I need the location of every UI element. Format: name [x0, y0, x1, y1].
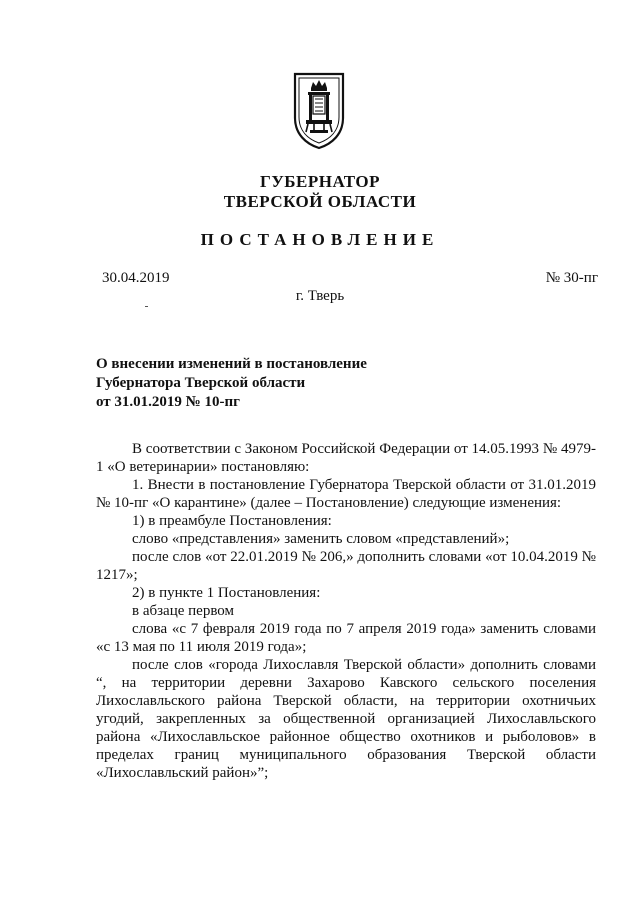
paragraph-item-1: 1. Внести в постановление Губернатора Тверской области от 31.01.2019 № 10-пг «О карантине» (далее – Постановление) следующие изменения: — [96, 477, 596, 511]
document-number: № 30-пг — [545, 270, 598, 286]
paragraph-change: слово «представления» заменить словом «представлений»; — [132, 531, 510, 547]
document-city: г. Тверь — [295, 288, 345, 304]
header-title-line1: ГУБЕРНАТОР — [260, 172, 380, 191]
subject-line: от 31.01.2019 № 10-пг — [96, 394, 240, 410]
document-body — [96, 440, 596, 782]
paragraph-preamble: В соответствии с Законом Российской Федерации от 14.05.1993 № 4979-1 «О ветеринарии» постановляю: — [96, 441, 596, 475]
paragraph-subitem-1: 1) в преамбуле Постановления: — [132, 513, 332, 529]
header-title-line2: ТВЕРСКОЙ ОБЛАСТИ — [223, 192, 417, 211]
paragraph-change: в абзаце первом — [132, 603, 235, 619]
scan-speck — [145, 306, 148, 307]
subject-line: О внесении изменений в постановление — [96, 356, 367, 372]
paragraph-change: слова «с 7 февраля 2019 года по 7 апреля 2019 года» заменить словами «с 13 мая по 11 июля 2019 года»; — [96, 621, 596, 655]
paragraph-subitem-2: 2) в пункте 1 Постановления: — [132, 585, 321, 601]
document-subject — [96, 355, 367, 412]
tver-coat-of-arms-icon — [292, 70, 346, 150]
document-type: ПОСТАНОВЛЕНИЕ — [200, 230, 440, 249]
document-date: 30.04.2019 — [102, 270, 170, 286]
paragraph-change: после слов «от 22.01.2019 № 206,» дополнить словами «от 10.04.2019 № 1217»; — [96, 549, 596, 583]
subject-line: Губернатора Тверской области — [96, 375, 306, 391]
paragraph-change: после слов «города Лихославля Тверской области» дополнить словами “, на территории деревни Захарово Кавского сельского поселения Лихославльского района Тверской области, на территории охотничьих угодий, закрепленных за общественной организацией Лихославльского района «Лихославльское районное общество охотников и рыболовов» в пределах границ муниципального образования Тверской области «Лихославльский район»”; — [96, 657, 596, 781]
